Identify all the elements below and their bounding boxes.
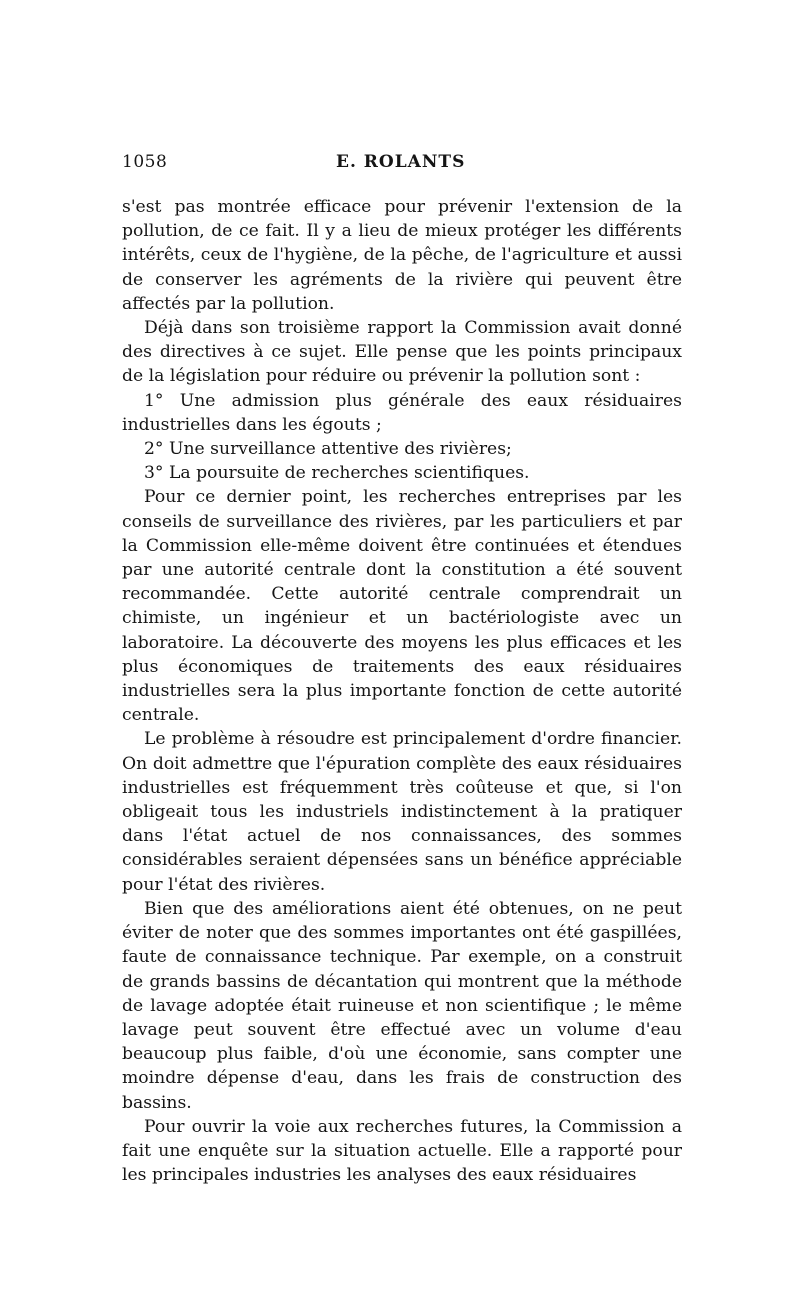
paragraph-recherches-futures: Pour ouvrir la voie aux recherches futures, la Commission a fait une enquête sur la situation actuelle. Elle a rapporté pour les principales industries les analyses des eaux résiduaires xyxy=(122,1116,682,1186)
list-item-admission: 1° Une admission plus générale des eaux résiduaires industrielles dans les égouts ; xyxy=(122,390,682,435)
page-header xyxy=(122,152,682,178)
paragraph-continuation: s'est pas montrée efficace pour prévenir l'extension de la pollution, de ce fait. Il y a lieu de mieux protéger les différents intérêts, ceux de l'hygiène, de la pêche, de l'agriculture et aussi de conserver les agréments de la rivière qui peuvent être affectés par la pollution. xyxy=(122,197,682,314)
list-item-recherches: 3° La poursuite de recherches scientifiques. xyxy=(144,463,530,484)
paragraph-directives: Déjà dans son troisième rapport la Commission avait donné des directives à ce sujet. Elle pense que les points principaux de la législation pour réduire ou prévenir la pollution sont : xyxy=(122,318,682,387)
page-number: 1058 xyxy=(122,152,168,172)
paragraph-ameliorations: Bien que des améliorations aient été obtenues, on ne peut éviter de noter que des sommes importantes ont été gaspillées, faute de connaissance technique. Par exemple, on a construit de grands bassins de décantation qui montrent que la méthode de lavage adoptée était ruineuse et non scientifique ; le même lavage peut souvent être effectué avec un volume d'eau beaucoup plus faible, d'où une économie, sans compter une moindre dépense d'eau, dans les frais de construction des bassins. xyxy=(122,898,682,1113)
running-head-author: E. ROLANTS xyxy=(336,152,466,172)
body-text xyxy=(122,195,682,1187)
list-item-surveillance: 2° Une surveillance attentive des rivières; xyxy=(144,439,512,460)
paragraph-probleme-financier: Le problème à résoudre est principalement d'ordre financier. On doit admettre que l'épuration complète des eaux résiduaires industrielles est fréquemment très coûteuse et que, si l'on obligeait tous les industriels indistinctement à la pratiquer dans l'état actuel de nos connaissances, des sommes considérables seraient dépensées sans un bénéfice appréciable pour l'état des rivières. xyxy=(122,729,682,895)
paragraph-autorite-centrale: Pour ce dernier point, les recherches entreprises par les conseils de surveillance des rivières, par les particuliers et par la Commission elle-même doivent être continuées et étendues par une autorité centrale dont la constitution a été souvent recommandée. Cette autorité centrale comprendrait un chimiste, un ingénieur et un bactériologiste avec un laboratoire. La découverte des moyens les plus efficaces et les plus économiques de traitements des eaux résiduaires industrielles sera la plus importante fonction de cette autorité centrale. xyxy=(122,487,682,726)
